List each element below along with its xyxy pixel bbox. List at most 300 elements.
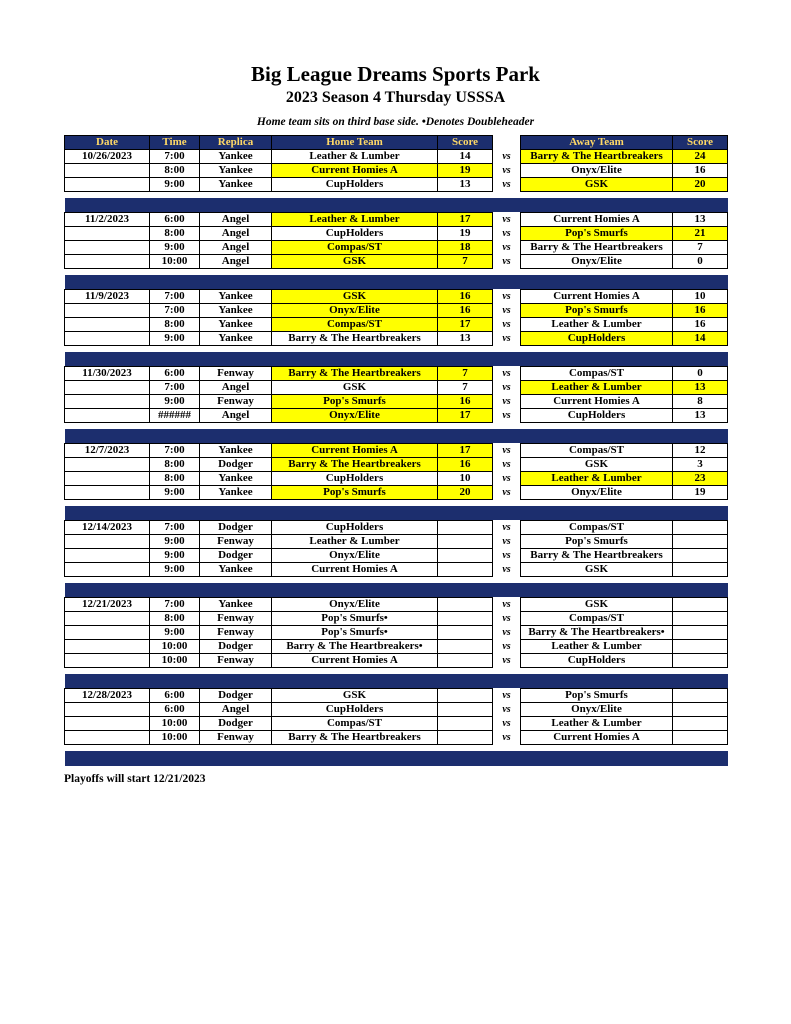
away-team-cell: Compas/ST <box>521 444 673 458</box>
home-team-cell: CupHolders <box>272 227 438 241</box>
replica-cell: Angel <box>200 703 272 717</box>
time-cell: 8:00 <box>150 612 200 626</box>
date-cell <box>65 178 150 192</box>
home-team-cell: GSK <box>272 290 438 304</box>
game-row <box>65 626 728 640</box>
home-score-cell: 18 <box>438 241 493 255</box>
away-score-cell: 0 <box>673 367 728 381</box>
block-separator-row <box>65 352 728 367</box>
home-score-cell <box>438 654 493 668</box>
home-team-cell: Compas/ST <box>272 241 438 255</box>
home-score-cell: 17 <box>438 318 493 332</box>
away-score-cell: 19 <box>673 486 728 500</box>
replica-cell: Fenway <box>200 626 272 640</box>
away-team-cell: Barry & The Heartbreakers <box>521 549 673 563</box>
home-score-cell <box>438 703 493 717</box>
block-separator-row <box>65 583 728 598</box>
date-cell <box>65 640 150 654</box>
time-cell: 9:00 <box>150 626 200 640</box>
replica-cell: Angel <box>200 241 272 255</box>
time-cell: 7:00 <box>150 304 200 318</box>
game-row <box>65 164 728 178</box>
game-row <box>65 521 728 535</box>
time-cell: 6:00 <box>150 689 200 703</box>
home-team-cell: Leather & Lumber <box>272 535 438 549</box>
replica-cell: Yankee <box>200 598 272 612</box>
page-subtitle: 2023 Season 4 Thursday USSSA <box>285 89 506 106</box>
vs-cell: vs <box>493 304 521 318</box>
date-cell: 12/14/2023 <box>65 521 150 535</box>
header-away-team: Away Team <box>521 136 673 150</box>
time-cell: 6:00 <box>150 367 200 381</box>
replica-cell: Yankee <box>200 472 272 486</box>
header-home-score: Score <box>438 136 493 150</box>
block-separator-bar <box>65 275 728 290</box>
away-team-cell: Pop's Smurfs <box>521 689 673 703</box>
game-row <box>65 241 728 255</box>
game-row <box>65 640 728 654</box>
away-team-cell: Barry & The Heartbreakers <box>521 150 673 164</box>
game-row <box>65 486 728 500</box>
game-row <box>65 549 728 563</box>
away-team-cell: CupHolders <box>521 332 673 346</box>
home-team-cell: CupHolders <box>272 178 438 192</box>
schedule-table-body <box>65 150 728 766</box>
away-team-cell: Leather & Lumber <box>521 640 673 654</box>
home-score-cell <box>438 563 493 577</box>
home-score-cell <box>438 612 493 626</box>
replica-cell: Dodger <box>200 549 272 563</box>
vs-cell: vs <box>493 178 521 192</box>
replica-cell: Dodger <box>200 717 272 731</box>
time-cell: 9:00 <box>150 395 200 409</box>
replica-cell: Yankee <box>200 150 272 164</box>
away-team-cell: Current Homies A <box>521 290 673 304</box>
block-separator-bar <box>65 583 728 598</box>
away-score-cell <box>673 731 728 745</box>
home-score-cell <box>438 521 493 535</box>
home-score-cell: 16 <box>438 290 493 304</box>
time-cell: 10:00 <box>150 640 200 654</box>
date-cell <box>65 458 150 472</box>
away-score-cell: 23 <box>673 472 728 486</box>
home-team-cell: Onyx/Elite <box>272 598 438 612</box>
away-score-cell: 7 <box>673 241 728 255</box>
replica-cell: Fenway <box>200 612 272 626</box>
away-score-cell <box>673 717 728 731</box>
vs-cell: vs <box>493 717 521 731</box>
vs-cell: vs <box>493 255 521 269</box>
vs-cell: vs <box>493 598 521 612</box>
home-team-cell: Current Homies A <box>272 563 438 577</box>
time-cell: 7:00 <box>150 381 200 395</box>
time-cell: 9:00 <box>150 535 200 549</box>
replica-cell: Yankee <box>200 304 272 318</box>
schedule-note: Home team sits on third base side. •Denotes Doubleheader <box>256 116 535 128</box>
home-score-cell: 7 <box>438 255 493 269</box>
date-cell <box>65 318 150 332</box>
time-cell: 9:00 <box>150 241 200 255</box>
vs-cell: vs <box>493 703 521 717</box>
time-cell: 9:00 <box>150 549 200 563</box>
home-team-cell: Leather & Lumber <box>272 150 438 164</box>
replica-cell: Yankee <box>200 444 272 458</box>
away-score-cell <box>673 703 728 717</box>
game-row <box>65 367 728 381</box>
game-row <box>65 535 728 549</box>
vs-cell: vs <box>493 472 521 486</box>
replica-cell: Fenway <box>200 367 272 381</box>
block-separator-bar <box>65 674 728 689</box>
home-team-cell: CupHolders <box>272 521 438 535</box>
header-vs-gap <box>493 136 521 150</box>
schedule-table <box>64 135 728 766</box>
time-cell: 9:00 <box>150 563 200 577</box>
game-row <box>65 689 728 703</box>
home-team-cell: GSK <box>272 255 438 269</box>
time-cell: 7:00 <box>150 290 200 304</box>
time-cell: 8:00 <box>150 227 200 241</box>
date-cell <box>65 486 150 500</box>
game-row <box>65 717 728 731</box>
vs-cell: vs <box>493 731 521 745</box>
block-separator-row <box>65 198 728 213</box>
replica-cell: Yankee <box>200 178 272 192</box>
game-row <box>65 563 728 577</box>
replica-cell: Angel <box>200 227 272 241</box>
date-cell: 11/2/2023 <box>65 213 150 227</box>
date-cell: 11/30/2023 <box>65 367 150 381</box>
vs-cell: vs <box>493 290 521 304</box>
vs-cell: vs <box>493 213 521 227</box>
time-cell: 7:00 <box>150 598 200 612</box>
replica-cell: Fenway <box>200 654 272 668</box>
date-cell: 12/7/2023 <box>65 444 150 458</box>
vs-cell: vs <box>493 458 521 472</box>
game-row <box>65 598 728 612</box>
home-score-cell: 17 <box>438 409 493 423</box>
home-score-cell: 16 <box>438 458 493 472</box>
away-team-cell: Barry & The Heartbreakers <box>521 241 673 255</box>
home-team-cell: Pop's Smurfs• <box>272 626 438 640</box>
away-score-cell: 16 <box>673 318 728 332</box>
home-team-cell: Pop's Smurfs• <box>272 612 438 626</box>
replica-cell: Angel <box>200 213 272 227</box>
replica-cell: Dodger <box>200 521 272 535</box>
date-cell <box>65 563 150 577</box>
game-row <box>65 458 728 472</box>
away-team-cell: Compas/ST <box>521 521 673 535</box>
home-score-cell <box>438 731 493 745</box>
away-score-cell: 0 <box>673 255 728 269</box>
away-score-cell: 16 <box>673 164 728 178</box>
date-cell <box>65 227 150 241</box>
block-separator-bar <box>65 506 728 521</box>
away-team-cell: Leather & Lumber <box>521 381 673 395</box>
away-team-cell: GSK <box>521 598 673 612</box>
home-score-cell: 13 <box>438 332 493 346</box>
vs-cell: vs <box>493 241 521 255</box>
replica-cell: Fenway <box>200 395 272 409</box>
date-cell <box>65 654 150 668</box>
away-team-cell: Current Homies A <box>521 731 673 745</box>
time-cell: 9:00 <box>150 486 200 500</box>
time-cell: 7:00 <box>150 521 200 535</box>
date-cell <box>65 626 150 640</box>
replica-cell: Yankee <box>200 563 272 577</box>
time-cell: 10:00 <box>150 255 200 269</box>
date-cell <box>65 409 150 423</box>
away-score-cell <box>673 535 728 549</box>
home-score-cell <box>438 549 493 563</box>
home-team-cell: CupHolders <box>272 703 438 717</box>
away-team-cell: Leather & Lumber <box>521 717 673 731</box>
date-cell <box>65 164 150 178</box>
home-team-cell: Leather & Lumber <box>272 213 438 227</box>
away-score-cell: 13 <box>673 213 728 227</box>
replica-cell: Fenway <box>200 535 272 549</box>
home-team-cell: Current Homies A <box>272 654 438 668</box>
away-score-cell: 8 <box>673 395 728 409</box>
block-separator-row <box>65 429 728 444</box>
home-score-cell: 19 <box>438 164 493 178</box>
away-score-cell <box>673 612 728 626</box>
vs-cell: vs <box>493 332 521 346</box>
replica-cell: Angel <box>200 409 272 423</box>
date-cell <box>65 703 150 717</box>
home-score-cell: 16 <box>438 395 493 409</box>
home-team-cell: Barry & The Heartbreakers <box>272 731 438 745</box>
away-score-cell: 21 <box>673 227 728 241</box>
home-team-cell: Pop's Smurfs <box>272 395 438 409</box>
home-team-cell: Current Homies A <box>272 164 438 178</box>
away-team-cell: Pop's Smurfs <box>521 304 673 318</box>
date-cell: 12/28/2023 <box>65 689 150 703</box>
away-team-cell: GSK <box>521 563 673 577</box>
game-row <box>65 381 728 395</box>
time-cell: 6:00 <box>150 213 200 227</box>
home-team-cell: GSK <box>272 689 438 703</box>
date-cell <box>65 549 150 563</box>
vs-cell: vs <box>493 689 521 703</box>
away-team-cell: Compas/ST <box>521 612 673 626</box>
vs-cell: vs <box>493 227 521 241</box>
header-time: Time <box>150 136 200 150</box>
vs-cell: vs <box>493 164 521 178</box>
away-team-cell: Leather & Lumber <box>521 318 673 332</box>
date-cell <box>65 731 150 745</box>
date-cell <box>65 241 150 255</box>
game-row <box>65 178 728 192</box>
time-cell: 8:00 <box>150 458 200 472</box>
away-score-cell: 20 <box>673 178 728 192</box>
date-cell <box>65 717 150 731</box>
vs-cell: vs <box>493 318 521 332</box>
home-team-cell: CupHolders <box>272 472 438 486</box>
game-row <box>65 318 728 332</box>
away-score-cell <box>673 563 728 577</box>
vs-cell: vs <box>493 640 521 654</box>
header-date: Date <box>65 136 150 150</box>
away-score-cell: 13 <box>673 381 728 395</box>
home-team-cell: Barry & The Heartbreakers <box>272 332 438 346</box>
away-team-cell: Onyx/Elite <box>521 703 673 717</box>
replica-cell: Dodger <box>200 640 272 654</box>
away-score-cell: 14 <box>673 332 728 346</box>
time-cell: 10:00 <box>150 654 200 668</box>
away-team-cell: CupHolders <box>521 409 673 423</box>
vs-cell: vs <box>493 150 521 164</box>
away-score-cell: 24 <box>673 150 728 164</box>
replica-cell: Yankee <box>200 290 272 304</box>
block-separator-bar <box>65 198 728 213</box>
vs-cell: vs <box>493 654 521 668</box>
home-score-cell <box>438 535 493 549</box>
vs-cell: vs <box>493 381 521 395</box>
home-score-cell <box>438 640 493 654</box>
away-score-cell <box>673 626 728 640</box>
date-cell <box>65 255 150 269</box>
away-score-cell <box>673 521 728 535</box>
game-row <box>65 395 728 409</box>
replica-cell: Dodger <box>200 689 272 703</box>
block-separator-row <box>65 275 728 290</box>
game-row <box>65 444 728 458</box>
game-row <box>65 150 728 164</box>
away-score-cell <box>673 689 728 703</box>
home-team-cell: Compas/ST <box>272 318 438 332</box>
date-cell <box>65 472 150 486</box>
time-cell: 7:00 <box>150 444 200 458</box>
replica-cell: Yankee <box>200 486 272 500</box>
replica-cell: Yankee <box>200 164 272 178</box>
date-cell <box>65 381 150 395</box>
time-cell: 10:00 <box>150 717 200 731</box>
away-team-cell: Barry & The Heartbreakers• <box>521 626 673 640</box>
game-row <box>65 255 728 269</box>
home-score-cell: 7 <box>438 367 493 381</box>
block-separator-row <box>65 674 728 689</box>
home-score-cell: 7 <box>438 381 493 395</box>
block-separator-bar <box>65 751 728 766</box>
vs-cell: vs <box>493 626 521 640</box>
time-cell: 9:00 <box>150 178 200 192</box>
time-cell: 6:00 <box>150 703 200 717</box>
replica-cell: Yankee <box>200 332 272 346</box>
game-row <box>65 703 728 717</box>
game-row <box>65 213 728 227</box>
game-row <box>65 612 728 626</box>
home-team-cell: Pop's Smurfs <box>272 486 438 500</box>
away-score-cell: 3 <box>673 458 728 472</box>
vs-cell: vs <box>493 444 521 458</box>
replica-cell: Fenway <box>200 731 272 745</box>
home-team-cell: Compas/ST <box>272 717 438 731</box>
vs-cell: vs <box>493 563 521 577</box>
game-row <box>65 227 728 241</box>
away-team-cell: Onyx/Elite <box>521 255 673 269</box>
away-team-cell: Pop's Smurfs <box>521 227 673 241</box>
time-cell: ###### <box>150 409 200 423</box>
date-cell <box>65 612 150 626</box>
replica-cell: Angel <box>200 381 272 395</box>
vs-cell: vs <box>493 395 521 409</box>
away-score-cell: 12 <box>673 444 728 458</box>
home-team-cell: Barry & The Heartbreakers• <box>272 640 438 654</box>
home-score-cell: 16 <box>438 304 493 318</box>
home-score-cell: 17 <box>438 213 493 227</box>
vs-cell: vs <box>493 521 521 535</box>
home-team-cell: Onyx/Elite <box>272 409 438 423</box>
away-score-cell <box>673 640 728 654</box>
away-team-cell: GSK <box>521 178 673 192</box>
time-cell: 8:00 <box>150 318 200 332</box>
page-title: Big League Dreams Sports Park <box>251 62 540 86</box>
away-team-cell: Leather & Lumber <box>521 472 673 486</box>
home-team-cell: Onyx/Elite <box>272 549 438 563</box>
game-row <box>65 472 728 486</box>
away-score-cell <box>673 598 728 612</box>
date-cell <box>65 304 150 318</box>
header-away-score: Score <box>673 136 728 150</box>
playoffs-note: Playoffs will start 12/21/2023 <box>64 772 206 785</box>
game-row <box>65 731 728 745</box>
home-score-cell: 20 <box>438 486 493 500</box>
game-row <box>65 290 728 304</box>
time-cell: 9:00 <box>150 332 200 346</box>
time-cell: 8:00 <box>150 164 200 178</box>
away-score-cell: 16 <box>673 304 728 318</box>
home-team-cell: Barry & The Heartbreakers <box>272 367 438 381</box>
home-score-cell: 19 <box>438 227 493 241</box>
game-row <box>65 304 728 318</box>
game-row <box>65 654 728 668</box>
header-replica: Replica <box>200 136 272 150</box>
game-row <box>65 409 728 423</box>
away-team-cell: Pop's Smurfs <box>521 535 673 549</box>
away-score-cell: 10 <box>673 290 728 304</box>
date-cell <box>65 535 150 549</box>
date-cell: 12/21/2023 <box>65 598 150 612</box>
date-cell: 10/26/2023 <box>65 150 150 164</box>
away-team-cell: GSK <box>521 458 673 472</box>
time-cell: 10:00 <box>150 731 200 745</box>
game-row <box>65 332 728 346</box>
table-header-row <box>65 136 728 150</box>
date-cell: 11/9/2023 <box>65 290 150 304</box>
vs-cell: vs <box>493 367 521 381</box>
away-score-cell: 13 <box>673 409 728 423</box>
time-cell: 8:00 <box>150 472 200 486</box>
time-cell: 7:00 <box>150 150 200 164</box>
block-separator-row <box>65 506 728 521</box>
home-score-cell <box>438 598 493 612</box>
home-score-cell: 17 <box>438 444 493 458</box>
away-team-cell: Current Homies A <box>521 395 673 409</box>
home-score-cell <box>438 626 493 640</box>
replica-cell: Yankee <box>200 318 272 332</box>
date-cell <box>65 332 150 346</box>
home-score-cell: 10 <box>438 472 493 486</box>
date-cell <box>65 395 150 409</box>
home-team-cell: Barry & The Heartbreakers <box>272 458 438 472</box>
away-team-cell: Onyx/Elite <box>521 486 673 500</box>
home-team-cell: GSK <box>272 381 438 395</box>
away-team-cell: Compas/ST <box>521 367 673 381</box>
away-score-cell <box>673 549 728 563</box>
home-score-cell <box>438 689 493 703</box>
replica-cell: Angel <box>200 255 272 269</box>
